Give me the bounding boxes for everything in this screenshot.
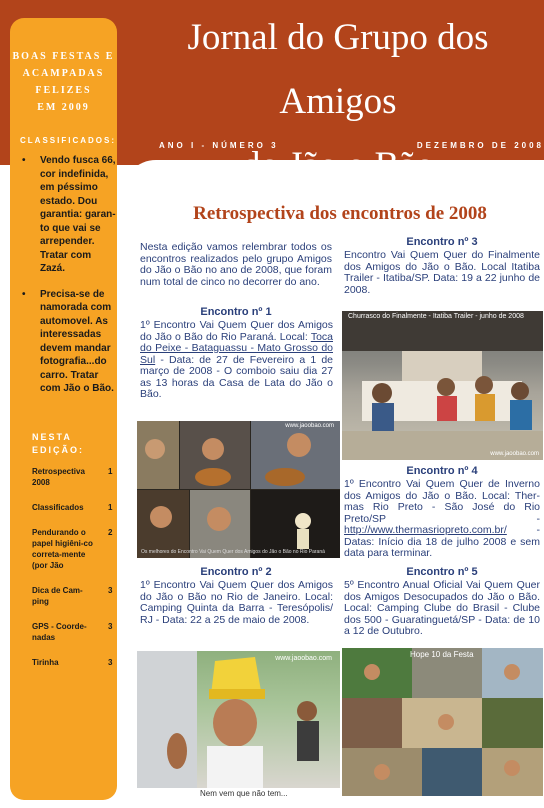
encounter-4-text-a: 1º Encontro Vai Quem Quer de Inverno dos Amigos do Jão o Bão. Local: Ther-mas Rio Preto - São José do Rio Preto/SP - bbox=[344, 478, 540, 525]
sidebar bbox=[10, 18, 117, 800]
classified-ad-text: Precisa-se de namorada com automovel. As interessadas devem mandar fotografia...do carro. Tratar com Jão o Bão. bbox=[40, 288, 114, 394]
encounter-5-title: Encontro nº 5 bbox=[406, 566, 478, 578]
photo-collage bbox=[137, 421, 340, 558]
encounter-4-text bbox=[344, 479, 540, 560]
encounter-3-title: Encontro nº 3 bbox=[406, 236, 478, 248]
toc-item-page: 1 bbox=[108, 503, 113, 512]
encounter-1-text bbox=[140, 320, 333, 401]
photo-collage-caption: Os melhores do Encontro Vai Quem Quer dos Amigos do Jão o Bão no Rio Paraná bbox=[141, 549, 325, 555]
photo-group-collage-caption: Hope 10 da Festa bbox=[410, 650, 474, 659]
encounter-2-text: 1º Encontro Vai Quem Quer dos Amigos do Jão o Bão no Rio de Janeiro. Local: Camping Quinta da Barra - Teresópolis/ RJ - Data: 22 a 25 de maio de 2008. bbox=[140, 579, 333, 626]
encounter-2-title: Encontro nº 2 bbox=[200, 566, 272, 578]
toc-item-page: 3 bbox=[108, 586, 113, 595]
in-this-issue-line-1: NESTA bbox=[32, 432, 72, 442]
greeting-line-1: BOAS FESTAS E bbox=[12, 51, 115, 62]
encounter-1-title: Encontro nº 1 bbox=[200, 306, 272, 318]
encounter-1-text-b: - Data: de 27 de Fevereiro a 1 de março de 2008 - O comboio saiu dia 27 as 13 horas da Casa de Lata do Jão o Bão. bbox=[140, 353, 333, 400]
encounter-1-text-a: 1º Encontro Vai Quem Quer dos Amigos do Jão o Bão do Rio Paraná. Local: bbox=[140, 319, 333, 343]
toc-item[interactable] bbox=[32, 621, 120, 643]
toc-item-title: Pendurando o papel higiêni-co correta-mente (por Jão bbox=[32, 528, 93, 570]
article-intro: Nesta edição vamos relembrar todos os encontros realizados pelo grupo Amigos do Jão o Bão no ano de 2008, que foram num total de cinco no decorrer do ano. bbox=[140, 241, 332, 288]
photo-barbecue-art bbox=[342, 311, 543, 460]
classified-ad-text: Vendo fusca 66, cor indefinida, em péssimo estado. Dou garantia: garan-to que vai se arrepender. Tratar com Zazá. bbox=[40, 155, 116, 274]
toc-item-title: Classificados bbox=[32, 503, 84, 512]
toc-item[interactable] bbox=[32, 502, 120, 513]
classified-ad bbox=[16, 154, 116, 276]
bullet-icon: • bbox=[22, 155, 26, 166]
photo-group-collage bbox=[342, 648, 543, 796]
toc-item[interactable] bbox=[32, 527, 120, 571]
classified-ad bbox=[16, 288, 116, 396]
table-of-contents bbox=[32, 466, 120, 668]
in-this-issue-line-2: EDIÇÃO: bbox=[32, 445, 84, 455]
greeting-line-3: EM 2009 bbox=[37, 102, 90, 113]
encounter-3-text: Encontro Vai Quem Quer do Finalmente dos Amigos do Jão o Bão. Local Itatiba Trailer - Itatiba/SP. Data: 19 a 22 junho de 2008. bbox=[344, 249, 540, 296]
photo-hat-man bbox=[137, 651, 340, 788]
photo-hat-man-watermark: www.jaoobao.com bbox=[275, 655, 332, 662]
issue-date: DEZEMBRO DE 2008 bbox=[416, 141, 544, 150]
in-this-issue-title bbox=[32, 431, 84, 457]
photo-barbecue-caption: Churrasco do Finalmente - Itatiba Trailer - junho de 2008 bbox=[348, 313, 524, 320]
encounter-4-website-link[interactable]: http://www.thermasriopreto.com.br/ bbox=[344, 524, 507, 536]
article-headline: Retrospectiva dos encontros de 2008 bbox=[193, 203, 487, 224]
toc-item-title: GPS - Coorde-nadas bbox=[32, 622, 87, 642]
toc-item-page: 1 bbox=[108, 467, 113, 476]
encounter-5-text: 5º Encontro Anual Oficial Vai Quem Quer dos Amigos Desocupados do Jão o Bão. Local: Camping Clube do Brasil - Clube dos 500 - Guaratinguetá/SP - Data: de 10 a 12 de Outubro. bbox=[344, 579, 540, 637]
encounter-4-text-b: - Datas: Início dia 18 de julho 2008 e sem data para terminar. bbox=[344, 524, 540, 559]
classifieds-title: CLASSIFICADOS: bbox=[20, 136, 116, 145]
issue-number: ANO I - NÚMERO 3 bbox=[159, 141, 279, 150]
photo-group-collage-art bbox=[342, 648, 543, 796]
greeting-line-2: ACAMPADAS FELIZES bbox=[22, 68, 105, 96]
toc-item-page: 2 bbox=[108, 528, 113, 537]
toc-item[interactable] bbox=[32, 657, 120, 668]
encounter-1-location-link[interactable]: Toca do Peixe - Bataguassu - Mato Grosso do Sul bbox=[140, 330, 333, 366]
toc-item-title: Tirinha bbox=[32, 658, 59, 667]
toc-item-page: 3 bbox=[108, 658, 113, 667]
encounter-4-title: Encontro nº 4 bbox=[406, 465, 478, 477]
photo-collage-watermark: www.jaoobao.com bbox=[285, 423, 334, 429]
toc-item-title: Retrospectiva 2008 bbox=[32, 467, 85, 487]
holiday-greeting bbox=[10, 48, 117, 116]
bullet-icon: • bbox=[22, 288, 26, 300]
photo-hat-man-caption: Nem vem que não tem... bbox=[200, 789, 288, 798]
toc-item[interactable] bbox=[32, 585, 120, 607]
masthead-line-1: Jornal do Grupo dos Amigos bbox=[187, 17, 489, 122]
photo-barbecue bbox=[342, 311, 543, 460]
photo-barbecue-watermark: www.jaoobao.com bbox=[490, 451, 539, 457]
photo-collage-art bbox=[137, 421, 340, 558]
photo-hat-man-art bbox=[137, 651, 340, 788]
toc-item-page: 3 bbox=[108, 622, 113, 631]
toc-item[interactable] bbox=[32, 466, 120, 488]
toc-item-title: Dica de Cam-ping bbox=[32, 586, 83, 606]
classifieds-list bbox=[16, 154, 116, 408]
